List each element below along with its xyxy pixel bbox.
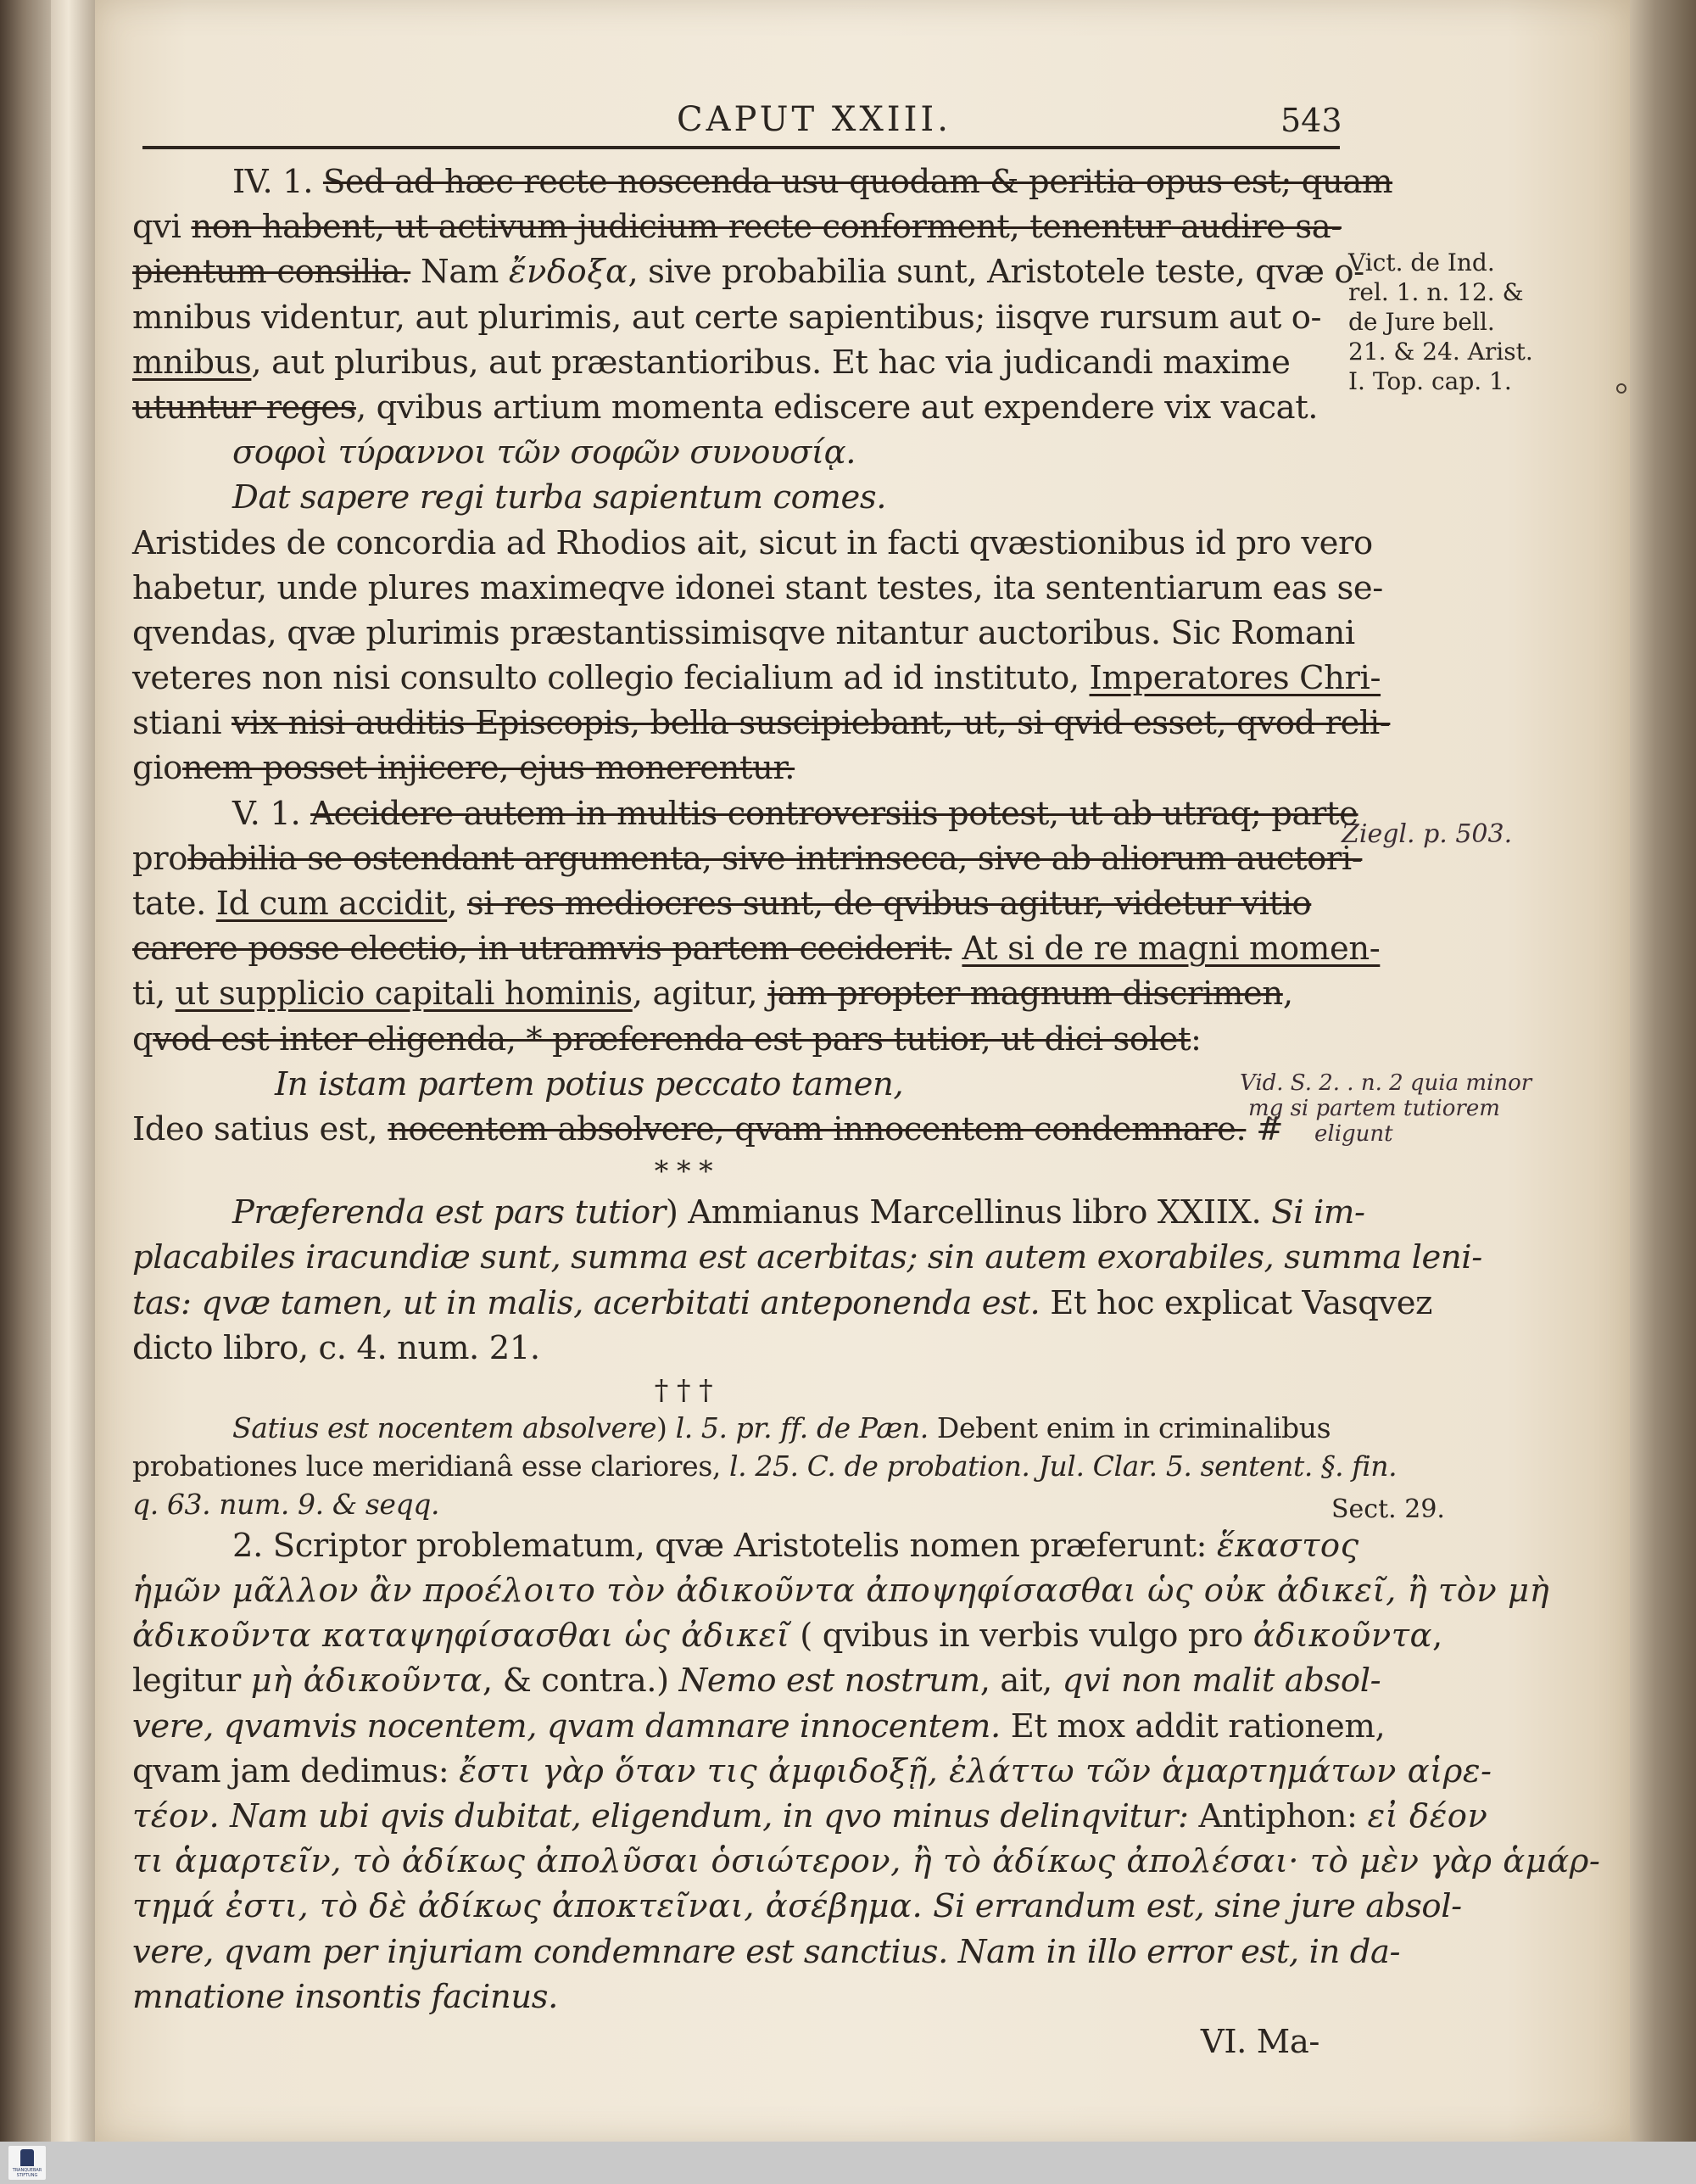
text-run: ) [656, 1410, 676, 1444]
text-run: μὴ ἀδικοῦντα [250, 1662, 483, 1701]
note-praeferenda [132, 1190, 1482, 1371]
text-run: Nam [410, 253, 509, 292]
text-run: placabiles iracundiæ sunt, summa est acerbitas; sin autem exorabiles, summa leni- [132, 1238, 1482, 1277]
text-run: τέον. [132, 1797, 220, 1835]
viewer-footer-bar [0, 2142, 1696, 2184]
text-run: q [132, 1019, 153, 1058]
text-line [132, 1884, 1462, 1929]
text-run: carere posse electio, in utramvis partem ceciderit. [132, 930, 952, 969]
ideo-line [132, 1107, 1336, 1152]
text-line [132, 926, 1381, 971]
text-run: 2. Scriptor problematum, qvæ Aristotelis nomen præferunt: [232, 1526, 1217, 1565]
text-run: , [1282, 975, 1293, 1014]
text-line [132, 1281, 1433, 1326]
text-run: vere, qvam per injuriam condemnare est sanctius. Nam in illo error est, in da- [132, 1932, 1401, 1971]
text-line [132, 1749, 1492, 1794]
text-run: pientum consilia. [132, 253, 411, 292]
text-run: , [1432, 1617, 1442, 1656]
text-line [132, 746, 1336, 790]
text-line [132, 1613, 1442, 1658]
text-run: , aut pluribus, aut præstantioribus. Et hac via judicandi maxime [251, 343, 1291, 382]
text-run: Sed ad hæc recte noscenda usu quodam & peritia opus est; quam [322, 163, 1393, 201]
running-head: CAPUT XXIII. [677, 100, 951, 139]
text-run: At si de re magni momen- [962, 930, 1381, 969]
text-run: V. 1. [232, 794, 311, 833]
text-line [132, 1839, 1601, 1884]
text-line [132, 701, 1391, 746]
latin-quote: Dat sapere regi turba sapientum comes. [232, 478, 887, 517]
asterism: * * * [654, 1154, 713, 1188]
text-line [132, 340, 1336, 385]
text-run [952, 930, 962, 968]
text-run: Et mox addit rationem, [1000, 1706, 1386, 1746]
text-line [132, 1975, 1336, 2019]
paragraph-v [132, 791, 1381, 1062]
text-run: ( qvibus in verbis vulgo pro [789, 1617, 1253, 1656]
text-line [132, 656, 1381, 701]
library-logo-text: TRANQUEBAR STIFTUNG [12, 2168, 42, 2178]
text-line [132, 881, 1336, 926]
paragraph-2 [132, 1523, 1601, 2019]
handwritten-note-line: mg si partem tutiorem [1248, 1096, 1500, 1121]
text-line [132, 791, 1358, 836]
text-line [132, 1930, 1401, 1975]
text-run: Debent enim in criminalibus [928, 1410, 1331, 1444]
text-run: mnibus [132, 343, 252, 382]
text-run: , agitur, [632, 975, 768, 1014]
text-line [132, 249, 1364, 294]
text-run: qvam jam dedimus: [132, 1751, 460, 1790]
header-rule [142, 146, 1340, 149]
text-run: Nam ubi qvis dubitat, eligendum, in qvo minus delinqvitur: [220, 1797, 1189, 1835]
text-run: stiani [132, 704, 232, 743]
text-line [132, 836, 1363, 881]
text-line [132, 1447, 1398, 1485]
text-run: mnibus videntur, aut plurimis, aut certe sapientibus; iisqve rursum aut o- [132, 298, 1322, 337]
text-run: Id cum accidit [215, 885, 448, 923]
text-run: l. 5. pr. ff. de Pæn. [675, 1410, 929, 1444]
text-run: dicto libro, c. 4. num. 21. [132, 1328, 540, 1367]
text-run: , sive probabilia sunt, Aristotele teste, qvæ o- [628, 253, 1364, 292]
handwritten-note-ziegl: Ziegl. p. 503. [1342, 819, 1513, 849]
margin-citation-line: de Jure bell. [1348, 308, 1495, 336]
margin-mark [1616, 383, 1626, 394]
text-run: veteres non nisi consulto collegio fecialium ad id instituto, [132, 659, 1090, 698]
text-line [132, 204, 1342, 249]
text-line [132, 566, 1383, 611]
text-run: habetur, unde plures maximeqve idonei stant testes, ita sententiarum eas se- [132, 568, 1383, 607]
text-line [132, 159, 1393, 204]
text-line [132, 1326, 1336, 1371]
text-run: qvi non malit absol- [1062, 1662, 1381, 1701]
text-run: Aristides de concordia ad Rhodios ait, sicut in facti qvæstionibus id pro vero [132, 523, 1373, 562]
margin-citation-line: I. Top. cap. 1. [1348, 367, 1512, 395]
text-line [132, 971, 1336, 1016]
text-line [132, 1658, 1381, 1703]
text-run: ἀδικοῦντα [1252, 1617, 1433, 1656]
text-run: mnatione insontis facinus. [132, 1977, 558, 2016]
text-line [132, 1017, 1336, 1062]
text-run: qvi [132, 208, 192, 247]
text-run: tas: qvæ tamen, ut in malis, acerbitati anteponenda est. [132, 1283, 1040, 1322]
text-run: Præferenda est pars tutior [232, 1193, 666, 1232]
text-run: τι ἁμαρτεῖν, τὸ ἀδίκως ἀπολῦσαι ὁσιώτερον, ἢ τὸ ἀδίκως ἀπολέσαι· τὸ μὲν γὰρ ἁμάρ- [132, 1842, 1601, 1881]
text-run: Et hoc explicat Vasqvez [1040, 1283, 1433, 1322]
text-run: si res mediocres sunt, de qvibus agitur, videtur vitio [466, 885, 1312, 923]
text-run: ἕκαστος [1216, 1526, 1359, 1565]
text-run: # [1246, 1109, 1284, 1148]
text-run: probationes luce meridianâ esse clariores, [132, 1449, 730, 1483]
handwritten-note-line: Vid. S. 2. . n. 2 quia minor [1240, 1070, 1532, 1096]
text-line [132, 1409, 1336, 1447]
text-run: legitur [132, 1662, 251, 1701]
margin-citation-line: Vict. de Ind. [1348, 249, 1495, 276]
text-line [132, 1523, 1359, 1568]
text-run: ut supplicio capitali hominis [175, 975, 633, 1014]
text-run: ) Ammianus Marcellinus libro XXIIX. [665, 1193, 1272, 1232]
page-number: 543 [1280, 102, 1342, 139]
text-run: τημά ἐστι, τὸ δὲ ἀδίκως ἀποκτεῖναι, ἀσέβημα. [132, 1887, 923, 1926]
catchword: VI. Ma- [1200, 2022, 1319, 2061]
text-run: qvendas, qvæ plurimis præstantissimisqve nitantur auctoribus. Sic Romani [132, 613, 1355, 652]
text-run: , qvibus artium momenta ediscere aut expendere vix vacat. [355, 388, 1319, 427]
text-run: ἔστι γὰρ ὅταν τις ἀμφιδοξῇ, ἐλάττω τῶν ἁμαρτημάτων αἱρε- [459, 1751, 1492, 1790]
text-run: Accidere autem in multis controversiis potest, ut ab utraq; parte [310, 794, 1358, 833]
text-run: Si errandum est, sine jure absol- [933, 1887, 1462, 1926]
margin-citation-line: 21. & 24. Arist. [1348, 338, 1533, 366]
margin-citation [1348, 248, 1543, 396]
text-run: gio [132, 749, 182, 788]
text-run: l. 25. C. de probation. Jul. Clar. 5. sentent. §. fin. [729, 1449, 1398, 1483]
text-run: , [447, 885, 467, 923]
margin-citation-line: rel. 1. n. 12. & [1348, 278, 1524, 306]
text-run: IV. 1. [232, 163, 323, 201]
text-run: Satius est nocentem absolvere [232, 1410, 656, 1444]
text-run: ἀδικοῦντα καταψηφίσασθαι ὡς ἀδικεῖ [132, 1617, 790, 1656]
text-run: Nemo est nostrum [678, 1662, 980, 1701]
text-run: tate. [132, 885, 216, 923]
library-logo [8, 2146, 46, 2180]
text-run: Si im- [1271, 1193, 1365, 1232]
text-run: , & contra.) [482, 1662, 679, 1701]
text-run: ἡμῶν μᾶλλον ἂν προέλοιτο τὸν ἀδικοῦντα ἀποψηφίσασθαι ὡς οὐκ ἀδικεῖ, ἢ τὸν μὴ [132, 1572, 1550, 1611]
text-line [132, 1704, 1386, 1749]
text-line [132, 295, 1336, 340]
text-run: ti, [132, 975, 176, 1014]
margin-section-note: Sect. 29. [1331, 1494, 1445, 1524]
text-line [132, 1568, 1550, 1613]
handwritten-note-vid [1240, 1070, 1638, 1147]
page-stack-edge [51, 0, 95, 2142]
text-line [132, 385, 1336, 430]
text-run: utuntur reges [132, 388, 356, 427]
text-run: pro [132, 839, 188, 878]
verse-line: In istam partem potius peccato tamen, [275, 1064, 904, 1103]
dagger-divider: † † † [654, 1372, 713, 1406]
text-run: Imperatores Chri- [1089, 659, 1381, 698]
text-run: non habent, ut activum judicium recte conforment, tenentur audire sa- [191, 208, 1342, 247]
library-logo-icon [20, 2149, 34, 2166]
greek-quote: σοφοὶ τύραννοι τῶν σοφῶν συνουσίᾳ. [232, 433, 856, 472]
text-run: , ait, [979, 1662, 1063, 1701]
text-line [132, 1794, 1488, 1839]
text-run: vere, qvamvis nocentem, qvam damnare innocentem. [132, 1706, 1001, 1746]
text-line [132, 611, 1355, 656]
text-run: vod est inter eligenda, * præferenda est pars tutior, ut dici solet [153, 1019, 1191, 1058]
text-run: nem posset injicere, ejus monerentur. [181, 749, 795, 788]
text-line [132, 1235, 1482, 1280]
handwritten-note-line: eligunt [1314, 1121, 1393, 1147]
text-run: babilia se ostendant argumenta, sive intrinseca, sive ab aliorum auctori- [187, 839, 1363, 878]
text-run [923, 1887, 933, 1925]
text-run: nocentem absolvere, qvam innocentem condemnare. [388, 1109, 1247, 1148]
text-run: εἰ δέον [1367, 1797, 1488, 1835]
text-run: : [1191, 1019, 1202, 1058]
paragraph-iv [132, 159, 1393, 430]
text-line [132, 521, 1373, 566]
text-run: ἔνδοξα [508, 253, 628, 292]
paragraph-aristides [132, 521, 1391, 791]
text-run: Ideo satius est, [132, 1109, 388, 1148]
text-run: Antiphon: [1188, 1797, 1368, 1835]
text-line [132, 1190, 1365, 1235]
text-run: vix nisi auditis Episcopis, bella suscipiebant, ut, si qvid esset, qvod reli- [232, 704, 1391, 743]
text-line [132, 1485, 1336, 1523]
text-run: q. 63. num. 9. & seqq. [132, 1487, 440, 1521]
text-run: jam propter magnum discrimen [767, 975, 1283, 1014]
cover-edge-background [1628, 0, 1696, 2142]
